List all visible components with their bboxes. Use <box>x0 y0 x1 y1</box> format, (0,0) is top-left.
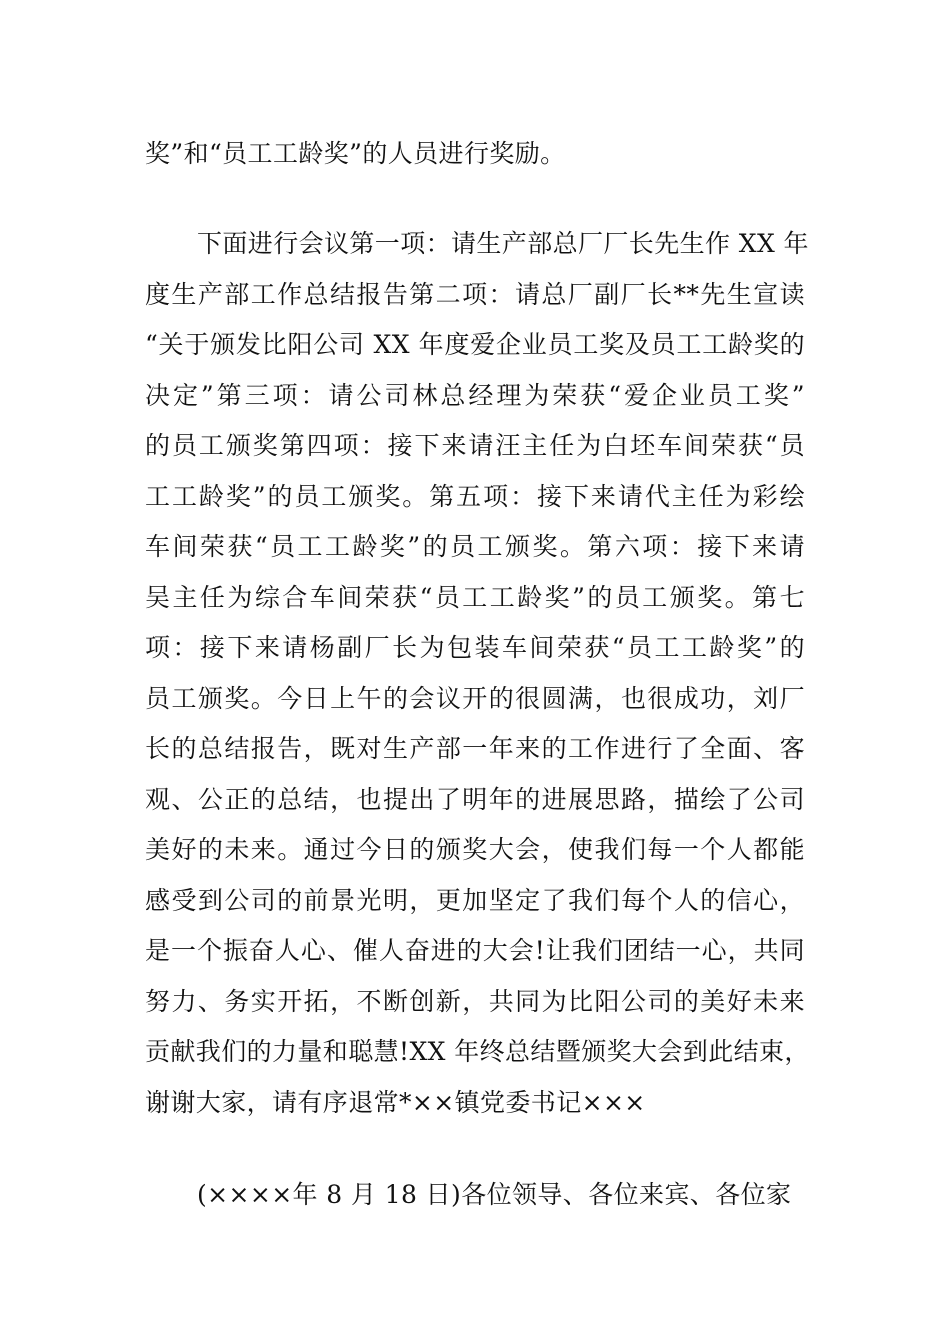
text-line: 观、公正的总结，也提出了明年的进展思路，描绘了公司 <box>145 784 805 814</box>
text-line: 是一个振奋人心、催人奋进的大会!让我们团结一心，共同 <box>145 936 805 965</box>
text-line: 的员工颁奖第四项：接下来请汪主任为白坯车间荣获“员 <box>145 431 805 460</box>
text-line: 项：接下来请杨副厂长为包装车间荣获“员工工龄奖”的 <box>145 633 805 662</box>
text-line: 度生产部工作总结报告第二项：请总厂副厂长**先生宣读 <box>145 279 805 309</box>
text-line: 决定”第三项：请公司林总经理为荣获“爱企业员工奖” <box>145 380 805 410</box>
text-line: 车间荣获“员工工龄奖”的员工颁奖。第六项：接下来请 <box>145 532 805 561</box>
text-line: 吴主任为综合车间荣获“员工工龄奖”的员工颁奖。第七 <box>145 582 805 612</box>
text-line: “关于颁发比阳公司 XX 年度爱企业员工奖及员工工龄奖的 <box>145 330 805 359</box>
text-line: 工工龄奖”的员工颁奖。第五项：接下来请代主任为彩绘 <box>145 481 805 511</box>
paragraph-award-intro <box>145 129 805 180</box>
text-line: 谢谢大家，请有序退常*××镇党委书记××× <box>145 1087 646 1117</box>
text-line: 奖”和“员工工龄奖”的人员进行奖励。 <box>145 139 566 168</box>
paragraph-speech-opening <box>145 1170 805 1221</box>
text-line: 下面进行会议第一项：请生产部总厂厂长先生作 XX 年 <box>197 229 809 258</box>
text-line: 感受到公司的前景光明，更加坚定了我们每个人的信心， <box>145 885 805 915</box>
text-line: 美好的未来。通过今日的颁奖大会，使我们每一个人都能 <box>145 835 805 864</box>
text-line: 贡献我们的力量和聪慧!XX 年终总结暨颁奖大会到此结束， <box>145 1037 810 1066</box>
text-line: 员工颁奖。今日上午的会议开的很圆满，也很成功，刘厂 <box>145 683 805 713</box>
paragraph-meeting-agenda <box>145 219 810 1128</box>
text-line: (××××年 8 月 18 日)各位领导、各位来宾、各位家 <box>197 1180 792 1209</box>
text-line: 努力、务实开拓，不断创新，共同为比阳公司的美好未来 <box>145 986 805 1016</box>
text-line: 长的总结报告，既对生产部一年来的工作进行了全面、客 <box>145 734 805 763</box>
